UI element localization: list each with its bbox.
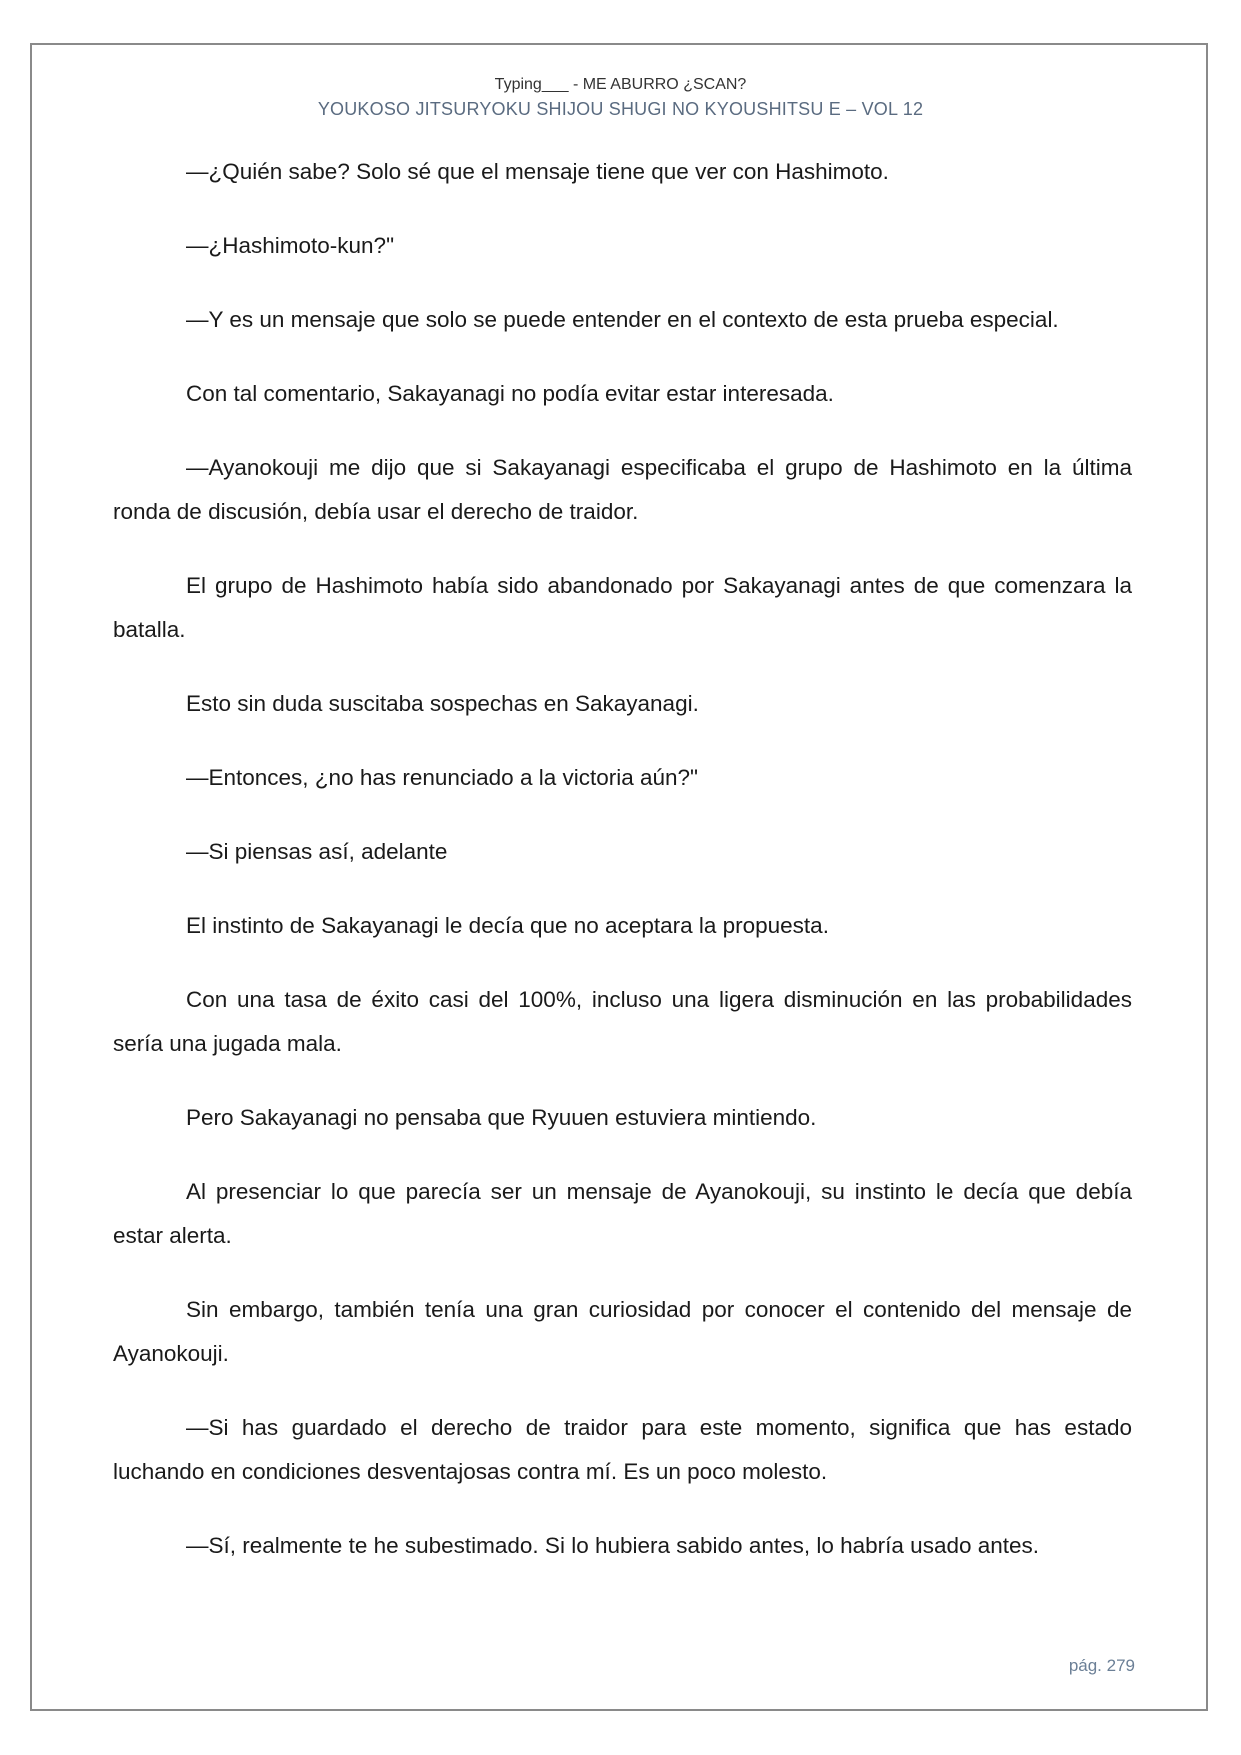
paragraph: —Ayanokouji me dijo que si Sakayanagi especificaba el grupo de Hashimoto en la última ronda de discusión, debía usar el derecho de traidor. (113, 455, 1132, 524)
paragraph: —Si has guardado el derecho de traidor para este momento, significa que has estado luchando en condiciones desventajosas contra mí. Es un poco molesto. (113, 1415, 1132, 1484)
paragraph: Con una tasa de éxito casi del 100%, incluso una ligera disminución en las probabilidades sería una jugada mala. (113, 987, 1132, 1056)
paragraph: El instinto de Sakayanagi le decía que no aceptara la propuesta. (186, 913, 829, 938)
header-book-title: YOUKOSO JITSURYOKU SHIJOU SHUGI NO KYOUSHITSU E – VOL 12 (317, 99, 924, 119)
paragraph: —¿Hashimoto-kun?" (186, 233, 395, 258)
paragraph: —Sí, realmente te he subestimado. Si lo hubiera sabido antes, lo habría usado antes. (186, 1533, 1040, 1558)
paragraph: —Y es un mensaje que solo se puede entender en el contexto de esta prueba especial. (186, 307, 1059, 332)
paragraph: Sin embargo, también tenía una gran curiosidad por conocer el contenido del mensaje de Ayanokouji. (113, 1297, 1132, 1366)
paragraph: El grupo de Hashimoto había sido abandonado por Sakayanagi antes de que comenzara la batalla. (113, 573, 1132, 642)
page-number: pág. 279 (1068, 1656, 1135, 1675)
paragraph: —Entonces, ¿no has renunciado a la victoria aún?" (186, 765, 699, 790)
paragraph: —Si piensas así, adelante (186, 839, 448, 864)
paragraph: —¿Quién sabe? Solo sé que el mensaje tiene que ver con Hashimoto. (186, 159, 889, 184)
page-header (0, 74, 1241, 122)
paragraph: Al presenciar lo que parecía ser un mensaje de Ayanokouji, su instinto le decía que debía estar alerta. (113, 1179, 1132, 1248)
header-typing-credit: Typing___ - ME ABURRO ¿SCAN? (494, 76, 747, 93)
body-text (113, 150, 1132, 1598)
paragraph: Con tal comentario, Sakayanagi no podía evitar estar interesada. (186, 381, 834, 406)
paragraph: Pero Sakayanagi no pensaba que Ryuuen estuviera mintiendo. (186, 1105, 817, 1130)
paragraph: Esto sin duda suscitaba sospechas en Sakayanagi. (186, 691, 699, 716)
